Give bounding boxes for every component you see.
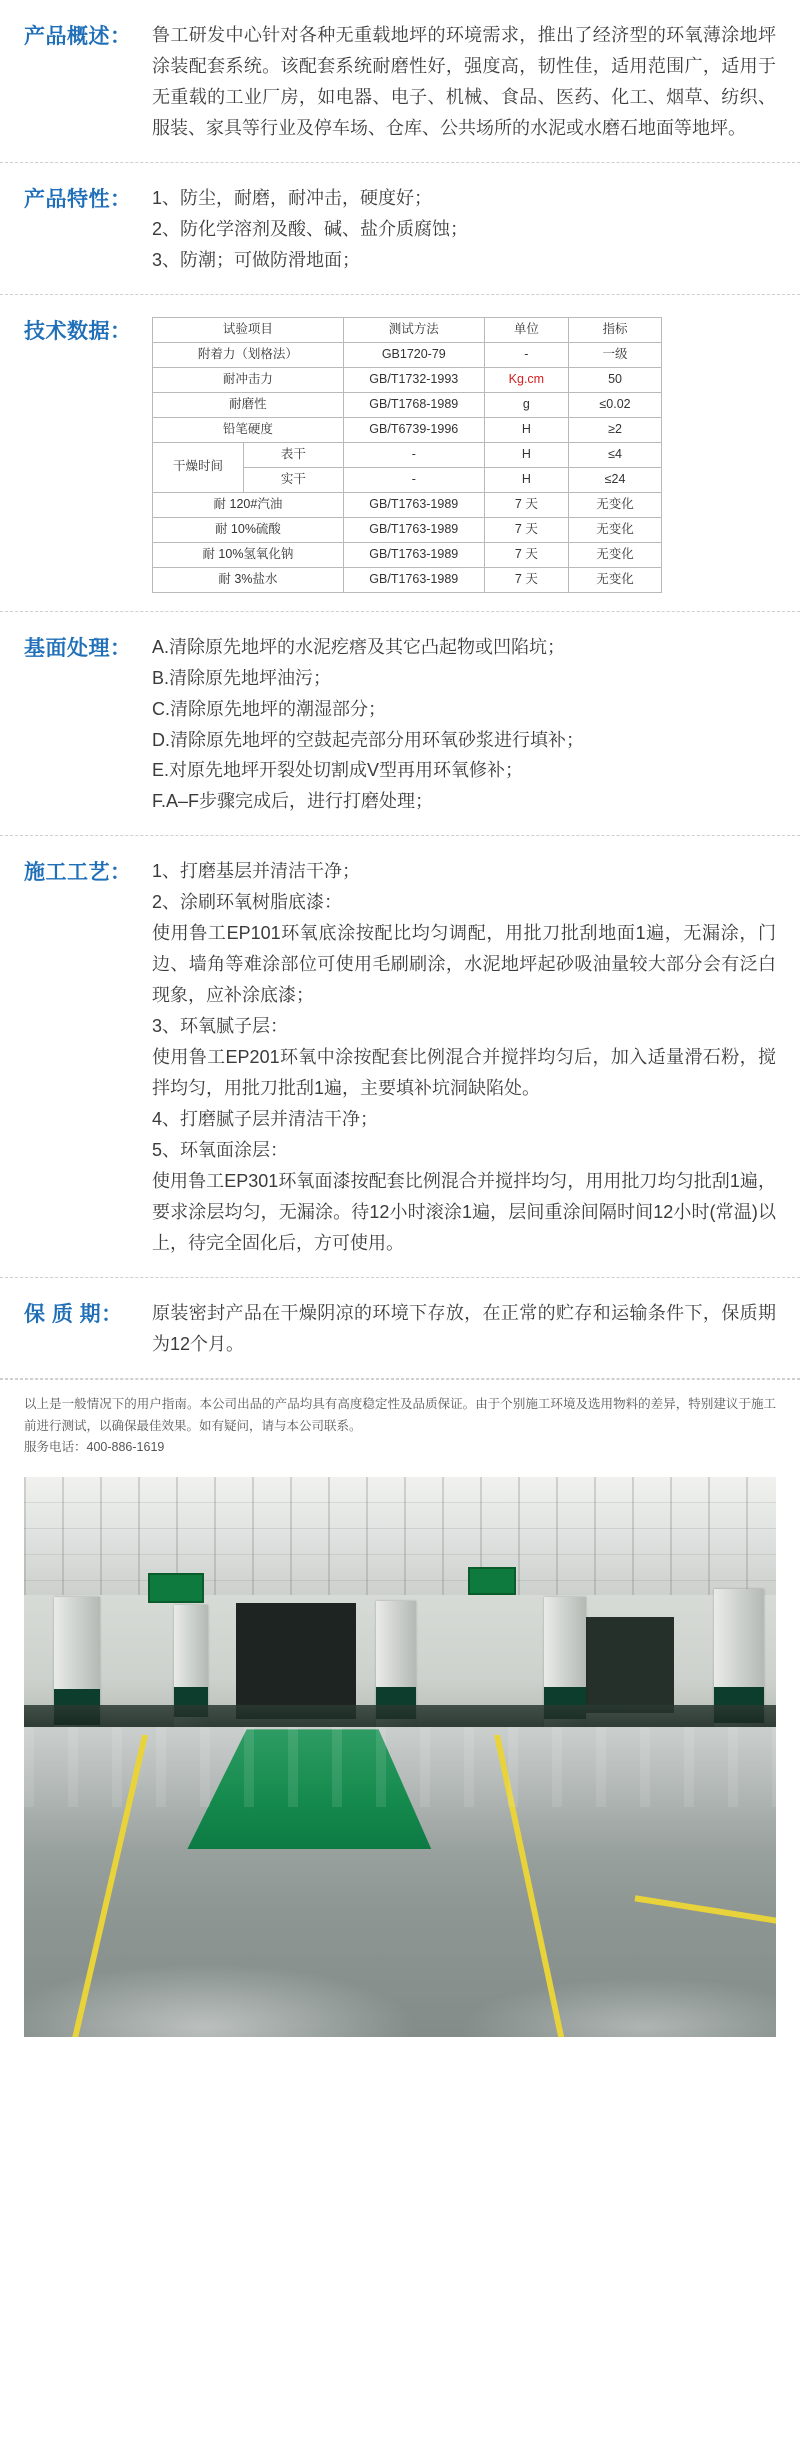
cell-project: 耐 10%氢氧化钠 — [153, 542, 344, 567]
table-row — [153, 567, 662, 592]
substrate-step — [152, 755, 776, 786]
cell-method: GB/T1763-1989 — [343, 517, 484, 542]
epoxy-floor-warehouse-photo — [24, 1477, 776, 2037]
section-label-construction: 施工工艺： — [24, 861, 132, 885]
construction-step-detail: 使用鲁工EP301环氧面漆按配套比例混合并搅拌均匀，用用批刀均匀批刮1遍，要求涂层均匀，无漏涂。待12小时滚涂1遍，层间重涂间隔时间12小时(常温)以上，待完全固化后，方可使用。 — [152, 1170, 776, 1253]
section-body-overview — [152, 20, 776, 144]
photo-doorway-secondary — [584, 1617, 674, 1713]
cell-index: 无变化 — [569, 567, 662, 592]
cell-method: GB1720-79 — [343, 342, 484, 367]
technical-data-table — [152, 317, 662, 593]
substrate-step-text: B.清除原先地坪油污； — [152, 667, 332, 688]
table-row — [153, 342, 662, 367]
cell-index: 一级 — [569, 342, 662, 367]
section-body-features — [152, 183, 776, 276]
table-row — [153, 367, 662, 392]
section-label-technical-data: 技术数据： — [24, 319, 132, 343]
cell-project: 耐冲击力 — [153, 367, 344, 392]
feature-item: 2、防化学溶剂及酸、碱、盐介质腐蚀； — [152, 218, 469, 239]
section-body-substrate — [152, 632, 776, 818]
footnote-service-phone: 服务电话：400-886-1619 — [24, 1440, 165, 1455]
substrate-step-text: E.对原先地坪开裂处切割成V型再用环氧修补； — [152, 760, 524, 781]
construction-step: 5、环氧面涂层： — [152, 1139, 289, 1160]
photo-exit-sign — [148, 1573, 204, 1603]
photo-floor-reflections — [24, 1727, 776, 1807]
section-substrate-treatment — [0, 612, 800, 837]
cell-project-sub: 实干 — [243, 467, 343, 492]
cell-method: GB/T1763-1989 — [343, 492, 484, 517]
cell-method: - — [343, 442, 484, 467]
cell-project: 附着力（划格法） — [153, 342, 344, 367]
photo-exit-sign — [468, 1567, 516, 1595]
cell-unit: H — [484, 417, 568, 442]
cell-unit: 7 天 — [484, 517, 568, 542]
construction-step: 2、涂刷环氧树脂底漆： — [152, 892, 343, 913]
cell-unit: g — [484, 392, 568, 417]
table-header-cell-project: 试验项目 — [153, 317, 344, 342]
cell-project: 耐 3%盐水 — [153, 567, 344, 592]
substrate-step — [152, 694, 776, 725]
table-row — [153, 392, 662, 417]
substrate-step — [152, 786, 776, 817]
cell-index: ≤24 — [569, 467, 662, 492]
construction-step: 3、环氧腻子层： — [152, 1016, 289, 1037]
cell-index: 无变化 — [569, 492, 662, 517]
section-product-features — [0, 163, 800, 295]
overview-paragraph: 鲁工研发中心针对各种无重载地坪的环境需求，推出了经济型的环氧薄涂地坪涂装配套系统。该配套系统耐磨性好，强度高，韧性佳，适用范围广，适用于无重载的工业厂房，如电器、电子、机械、食品、医药、化工、烟草、纺织、服装、家具等行业及停车场、仓库、公共场所的水泥或水磨石地面等地坪。 — [152, 25, 776, 138]
photo-wall-baseboard — [24, 1705, 776, 1729]
cell-project: 耐 120#汽油 — [153, 492, 344, 517]
cell-index: ≥2 — [569, 417, 662, 442]
construction-step: 1、打磨基层并清洁干净； — [152, 861, 361, 882]
table-row — [153, 542, 662, 567]
table-header-cell-index: 指标 — [569, 317, 662, 342]
section-label-shelf-life: 保 质 期： — [24, 1302, 123, 1326]
cell-project: 耐磨性 — [153, 392, 344, 417]
table-header-cell-unit: 单位 — [484, 317, 568, 342]
substrate-step — [152, 725, 776, 756]
cell-method: GB/T1768-1989 — [343, 392, 484, 417]
substrate-step-text: C.清除原先地坪的潮湿部分； — [152, 698, 386, 719]
section-label-overview: 产品概述： — [24, 25, 132, 48]
cell-method: GB/T1763-1989 — [343, 542, 484, 567]
cell-project: 铅笔硬度 — [153, 417, 344, 442]
photo-ceiling — [24, 1477, 776, 1607]
photo-container — [0, 1467, 800, 2059]
section-label-features: 产品特性： — [24, 187, 132, 211]
cell-unit: - — [484, 342, 568, 367]
footnote-block — [0, 1379, 800, 1468]
substrate-step — [152, 632, 776, 663]
substrate-step-text: A.清除原先地坪的水泥疙瘩及其它凸起物或凹陷坑； — [152, 636, 566, 657]
substrate-step-text: F.A–F步骤完成后，进行打磨处理； — [152, 791, 434, 812]
cell-project-sub: 表干 — [243, 442, 343, 467]
cell-method: GB/T1732-1993 — [343, 367, 484, 392]
section-body-technical-data — [152, 315, 776, 593]
feature-item: 3、防潮；可做防滑地面； — [152, 249, 361, 270]
cell-unit: 7 天 — [484, 492, 568, 517]
substrate-step — [152, 663, 776, 694]
photo-doorway — [236, 1603, 356, 1719]
construction-step-detail: 使用鲁工EP201环氧中涂按配套比例混合并搅拌均匀后，加入适量滑石粉，搅拌均匀，用批刀批刮1遍，主要填补坑洞缺陷处。 — [152, 1047, 776, 1099]
cell-method: GB/T1763-1989 — [343, 567, 484, 592]
table-row — [153, 517, 662, 542]
cell-method: GB/T6739-1996 — [343, 417, 484, 442]
feature-item: 1、防尘，耐磨，耐冲击，硬度好； — [152, 187, 433, 208]
section-shelf-life — [0, 1278, 800, 1379]
cell-index: ≤4 — [569, 442, 662, 467]
footnote-disclaimer: 以上是一般情况下的用户指南。本公司出品的产品均具有高度稳定性及品质保证。由于个别施工环境及选用物料的差异，特别建议于施工前进行测试，以确保最佳效果。如有疑问，请与本公司联系。 — [24, 1396, 776, 1433]
cell-index: ≤0.02 — [569, 392, 662, 417]
table-header-cell-method: 测试方法 — [343, 317, 484, 342]
cell-index: 无变化 — [569, 542, 662, 567]
table-row — [153, 442, 662, 467]
cell-unit: 7 天 — [484, 542, 568, 567]
cell-unit: H — [484, 442, 568, 467]
substrate-step-text: D.清除原先地坪的空鼓起壳部分用环氧砂浆进行填补； — [152, 729, 584, 750]
section-technical-data — [0, 295, 800, 612]
section-product-overview — [0, 0, 800, 163]
section-label-substrate: 基面处理： — [24, 636, 132, 660]
cell-project: 耐 10%硫酸 — [153, 517, 344, 542]
section-body-construction — [152, 856, 776, 1258]
construction-step: 4、打磨腻子层并清洁干净； — [152, 1109, 379, 1130]
construction-step-detail: 使用鲁工EP101环氧底涂按配比均匀调配，用批刀批刮地面1遍，无漏涂，门边、墙角等难涂部位可使用毛刷刷涂，水泥地坪起砂吸油量较大部分会有泛白现象，应补涂底漆； — [152, 923, 776, 1006]
cell-index: 无变化 — [569, 517, 662, 542]
cell-unit: 7 天 — [484, 567, 568, 592]
section-body-shelf-life — [152, 1298, 776, 1360]
cell-unit: H — [484, 467, 568, 492]
cell-index: 50 — [569, 367, 662, 392]
table-row — [153, 417, 662, 442]
section-construction-process — [0, 836, 800, 1277]
table-row — [153, 492, 662, 517]
cell-method: - — [343, 467, 484, 492]
shelf-life-text: 原装密封产品在干燥阴凉的环境下存放，在正常的贮存和运输条件下，保质期为12个月。 — [152, 1302, 776, 1354]
cell-project-merged: 干燥时间 — [153, 442, 244, 492]
table-header-row — [153, 317, 662, 342]
cell-unit: Kg.cm — [484, 367, 568, 392]
